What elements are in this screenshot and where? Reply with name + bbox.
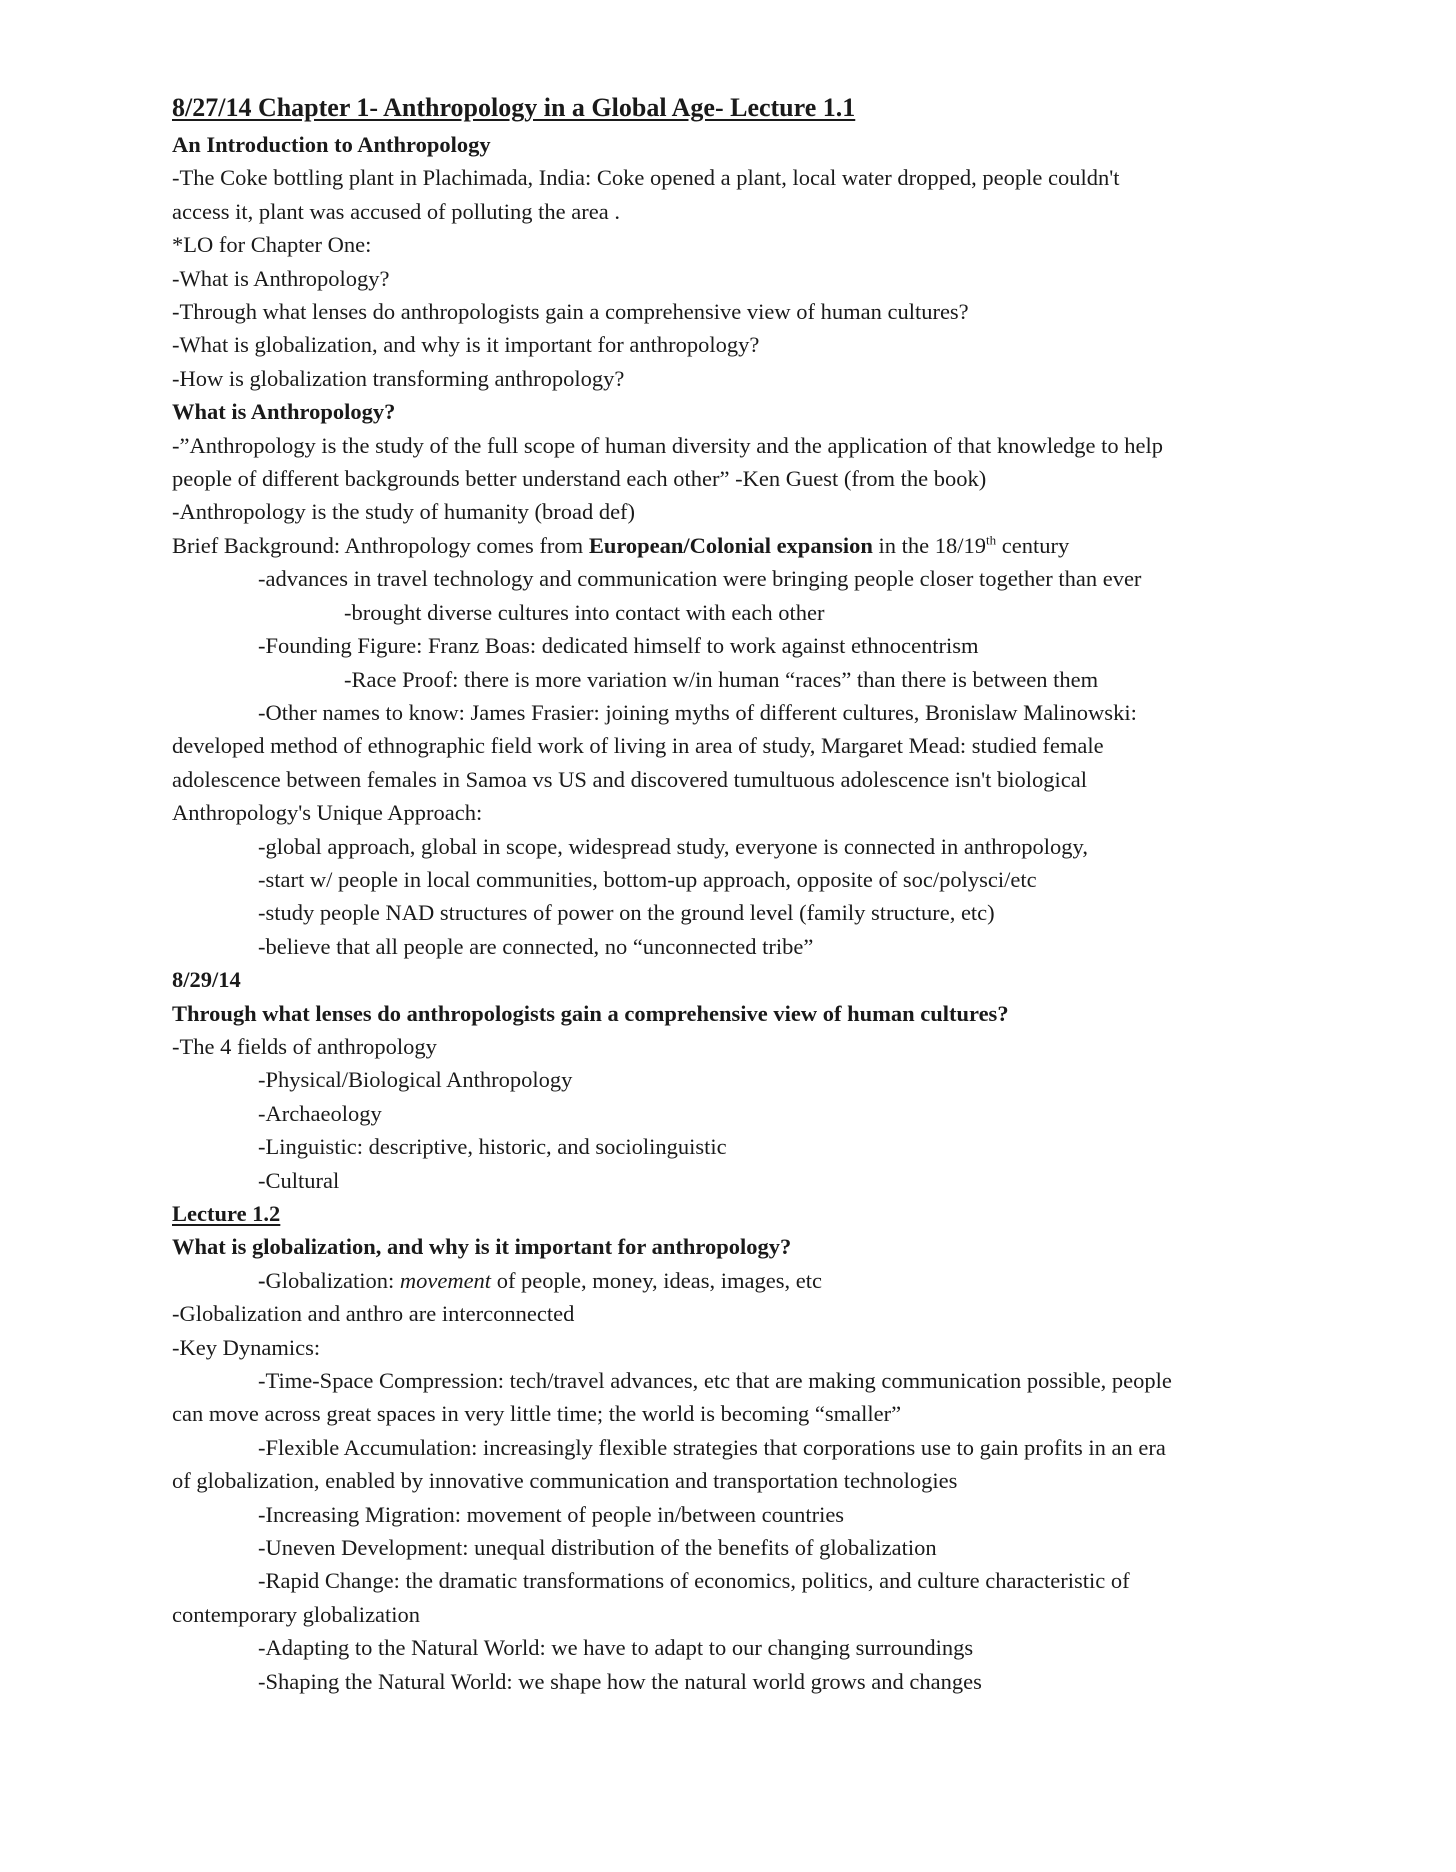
text-line: -brought diverse cultures into contact with each other [344,599,825,625]
text-line: -Other names to know: James Frasier: joining myths of different cultures, Bronislaw Malinowski: [258,699,1137,725]
quote-line: -”Anthropology is the study of the full scope of human diversity and the application of that knowledge to help [172,432,1164,458]
list-item: -believe that all people are connected, no “unconnected tribe” [258,933,814,959]
lo-label: *LO for Chapter One: [172,232,372,258]
lo-item: -What is globalization, and why is it important for anthropology? [172,332,760,358]
text-line: contemporary globalization [172,1601,421,1627]
lecture-heading: Lecture 1.2 [172,1201,281,1226]
text-line: -Time-Space Compression: tech/travel advances, etc that are making communication possible, people [258,1368,1172,1394]
list-item: -study people NAD structures of power on the ground level (family structure, etc) [258,900,995,926]
list-item: -global approach, global in scope, widespread study, everyone is connected in anthropology, [258,833,1088,859]
text-line: -Increasing Migration: movement of people in/between countries [258,1501,845,1527]
list-item: -Cultural [258,1167,340,1193]
definition-suffix: of people, money, ideas, images, etc [491,1267,822,1293]
text-line: -Uneven Development: unequal distribution of the benefits of globalization [258,1535,937,1561]
globalization-definition [172,1264,1312,1297]
text-line: -Race Proof: there is more variation w/in human “races” than there is between them [344,666,1099,692]
section-heading-intro: An Introduction to Anthropology [172,132,491,157]
text-line: can move across great spaces in very little time; the world is becoming “smaller” [172,1401,902,1427]
background-sup: th [985,532,997,548]
list-item: -start w/ people in local communities, bottom-up approach, opposite of soc/polysci/etc [258,866,1037,892]
text-line: -Founding Figure: Franz Boas: dedicated himself to work against ethnocentrism [258,633,979,659]
background-mid: in the 18/19 [872,532,986,558]
background-prefix: Brief Background: Anthropology comes from [172,532,589,558]
section-heading-globalization: What is globalization, and why is it important for anthropology? [172,1234,792,1260]
definition-dash: - [258,1267,266,1293]
section-heading-what: What is Anthropology? [172,399,396,425]
document-title: 8/27/14 Chapter 1- Anthropology in a Global Age- Lecture 1.1 [172,93,856,122]
text-line: adolescence between females in Samoa vs US and discovered tumultuous adolescence isn't biological [172,766,1088,792]
definition-italic: movement [399,1267,492,1293]
text-line: -Flexible Accumulation: increasingly flexible strategies that corporations use to gain profits in an era [258,1434,1166,1460]
text-line: -The Coke bottling plant in Plachimada, India: Coke opened a plant, local water dropped, people couldn't [172,165,1120,191]
list-item: -Archaeology [258,1100,382,1126]
subheading-unique: Anthropology's Unique Approach: [172,800,483,826]
background-line [172,529,1312,562]
document-page [172,90,1312,1698]
definition-prefix: Globalization: [265,1267,400,1293]
text-line: -advances in travel technology and communication were bringing people closer together than ever [258,566,1142,592]
text-line: -Rapid Change: the dramatic transformations of economics, politics, and culture characteristic of [258,1568,1130,1594]
date-heading: 8/29/14 [172,967,241,993]
text-line: access it, plant was accused of polluting the area . [172,198,620,224]
text-line: -The 4 fields of anthropology [172,1033,437,1059]
text-line: -Shaping the Natural World: we shape how the natural world grows and changes [258,1668,982,1694]
lo-item: -What is Anthropology? [172,265,390,291]
background-suffix: century [996,532,1070,558]
background-bold: European/Colonial expansion [588,532,873,558]
section-heading-lenses: Through what lenses do anthropologists gain a comprehensive view of human cultures? [172,1000,1009,1026]
text-line: -Adapting to the Natural World: we have to adapt to our changing surroundings [258,1635,974,1661]
list-item: -Linguistic: descriptive, historic, and sociolinguistic [258,1134,727,1160]
lo-item: -Through what lenses do anthropologists gain a comprehensive view of human cultures? [172,299,969,325]
lo-item: -How is globalization transforming anthropology? [172,365,625,391]
text-line: -Anthropology is the study of humanity (broad def) [172,499,636,525]
list-item: -Physical/Biological Anthropology [258,1067,573,1093]
quote-line: people of different backgrounds better understand each other” -Ken Guest (from the book) [172,466,987,492]
text-line: of globalization, enabled by innovative communication and transportation technologies [172,1468,958,1494]
text-line: -Key Dynamics: [172,1334,321,1360]
text-line: developed method of ethnographic field work of living in area of study, Margaret Mead: studied female [172,733,1104,759]
text-line: -Globalization and anthro are interconnected [172,1301,575,1327]
